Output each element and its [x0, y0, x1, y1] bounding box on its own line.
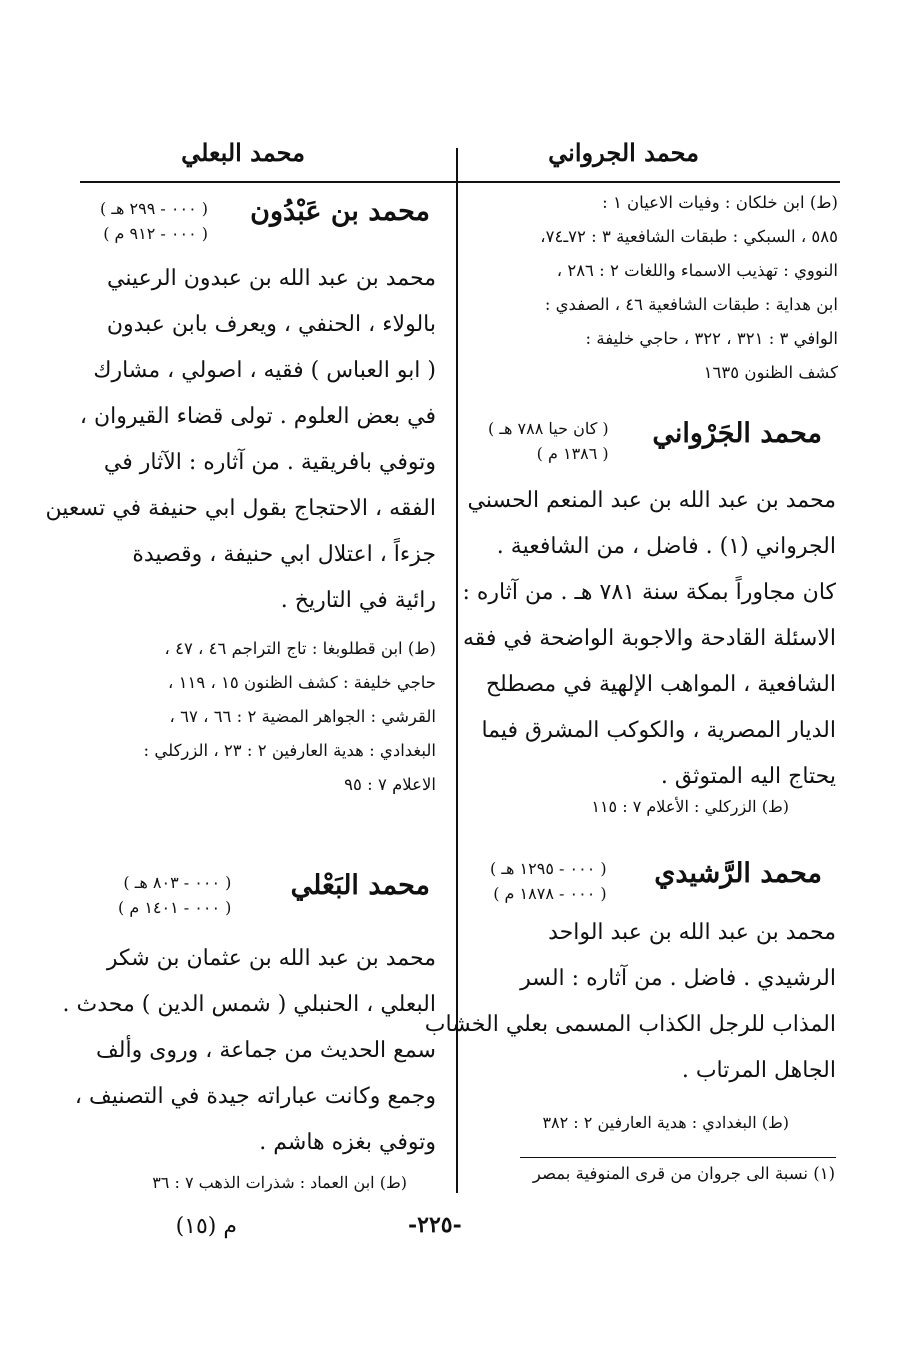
- date-gregorian: ( ٠٠٠ - ١٨٧٨ م ): [493, 884, 607, 903]
- ref-line: (ط) ابن قطلوبغا : تاج التراجم ٤٦ ، ٤٧ ،: [164, 639, 436, 658]
- entry-name: محمد الرَّشيدي: [654, 858, 822, 889]
- body-line: الجاهل المرتاب .: [681, 1058, 836, 1083]
- body-line: رائية في التاريخ .: [280, 588, 436, 613]
- date-gregorian: ( ٠٠٠ - ٩١٢ م ): [103, 224, 209, 243]
- entry-body-rashidi: [424, 910, 836, 1094]
- footnote-rule: [520, 1157, 836, 1158]
- ref-line: ابن هداية : طبقات الشافعية ٤٦ ، الصفدي :: [544, 295, 838, 314]
- body-line: الرشيدي . فاضل . من آثاره : السر: [520, 966, 836, 991]
- entry-heading-rashidi: [654, 858, 822, 889]
- body-line: الاسئلة القادحة والاجوبة الواضحة في فقه: [462, 626, 836, 651]
- entry-refs: (ط) ابن العماد : شذرات الذهب ٧ : ٣٦: [152, 1173, 407, 1192]
- right-intro-refs: [466, 186, 838, 390]
- date-hijri: ( ٠٠٠ - ٢٩٩ هـ ): [100, 199, 209, 218]
- date-hijri: ( كان حيا ٧٨٨ هـ ): [488, 419, 609, 438]
- entry-body-jarwani: [462, 478, 836, 800]
- header-rule: [80, 181, 840, 183]
- entry-refs-ibn-abdun: [82, 632, 436, 802]
- ref-line: القرشي : الجواهر المضية ٢ : ٦٦ ، ٦٧ ،: [169, 707, 436, 726]
- body-line: محمد بن عبد الله بن عبدون الرعيني: [107, 266, 436, 291]
- entry-dates: [100, 196, 208, 246]
- date-hijri: ( ٠٠٠ - ٨٠٣ هـ ): [123, 873, 232, 892]
- entry-refs: (ط) الزركلي : الأعلام ٧ : ١١٥: [591, 797, 789, 816]
- left-running-title: محمد البعلي: [181, 138, 305, 167]
- body-line: ( ابو العباس ) فقيه ، اصولي ، مشارك: [93, 358, 436, 383]
- body-line: وتوفي بافريقية . من آثاره : الآثار في: [103, 450, 436, 475]
- ref-line: (ط) ابن خلكان : وفيات الاعيان ١ :: [602, 193, 838, 212]
- body-line: كان مجاوراً بمكة سنة ٧٨١ هـ . من آثاره :: [462, 580, 836, 605]
- body-line: وجمع وكانت عباراته جيدة في التصنيف ،: [74, 1084, 436, 1109]
- footnote: (١) نسبة الى جروان من قرى المنوفية بمصر: [532, 1164, 835, 1183]
- entry-heading-ibn-abdun: [250, 196, 430, 227]
- body-line: محمد بن عبد الله بن عبد الواحد: [548, 920, 836, 945]
- body-line: المذاب للرجل الكذاب المسمى بعلي الخشاب: [424, 1012, 836, 1037]
- ref-line: الوافي ٣ : ٣٢١ ، ٣٢٢ ، حاجي خليفة :: [585, 329, 838, 348]
- body-line: في بعض العلوم . تولى قضاء القيروان ،: [79, 404, 436, 429]
- entry-body-ibn-abdun: [45, 256, 436, 624]
- body-line: الشافعية ، المواهب الإلهية في مصطلح: [485, 672, 836, 697]
- entry-heading-jarwani: [652, 418, 822, 449]
- ref-line: البغدادي : هدية العارفين ٢ : ٢٣ ، الزركلي :: [143, 741, 436, 760]
- body-line: وتوفي بغزه هاشم .: [259, 1130, 436, 1155]
- entry-name: محمد البَعْلي: [290, 870, 430, 901]
- date-gregorian: ( ١٣٨٦ م ): [536, 444, 609, 463]
- signature-mark: م (١٥): [175, 1214, 237, 1239]
- ref-line: كشف الظنون ١٦٣٥: [703, 363, 838, 382]
- page-number: -٢٢٥-: [408, 1212, 462, 1238]
- body-line: محمد بن عبد الله بن عثمان بن شكر: [106, 946, 436, 971]
- body-line: بالولاء ، الحنفي ، ويعرف بابن عبدون: [106, 312, 436, 337]
- entry-name: محمد بن عَبْدُون: [250, 196, 430, 227]
- entry-dates: [488, 416, 609, 466]
- ref-line: ٥٨٥ ، السبكي : طبقات الشافعية ٣ : ٧٢ـ٧٤،: [540, 227, 838, 246]
- body-line: الفقه ، الاحتجاج بقول ابي حنيفة في تسعين: [45, 496, 436, 521]
- body-line: الجرواني (١) . فاضل ، من الشافعية .: [496, 534, 836, 559]
- body-line: الديار المصرية ، والكوكب المشرق فيما: [481, 718, 836, 743]
- entry-name: محمد الجَرْواني: [652, 418, 822, 449]
- body-line: البعلي ، الحنبلي ( شمس الدين ) محدث .: [62, 992, 436, 1017]
- body-line: يحتاج اليه المتوثق .: [660, 764, 836, 789]
- ref-line: النووي : تهذيب الاسماء واللغات ٢ : ٢٨٦ ،: [556, 261, 838, 280]
- entry-heading-baali: [291, 870, 430, 901]
- date-hijri: ( ٠٠٠ - ١٢٩٥ هـ ): [490, 859, 607, 878]
- date-gregorian: ( ٠٠٠ - ١٤٠١ م ): [118, 898, 232, 917]
- body-line: محمد بن عبد الله بن عبد المنعم الحسني: [467, 488, 836, 513]
- entry-dates: [490, 856, 607, 906]
- entry-body-baali: [62, 936, 436, 1166]
- entry-dates: [118, 870, 231, 920]
- body-line: سمع الحديث من جماعة ، وروى وألف: [96, 1038, 436, 1063]
- ref-line: حاجي خليفة : كشف الظنون ١٥ ، ١١٩ ،: [168, 673, 436, 692]
- body-line: جزءاً ، اعتلال ابي حنيفة ، وقصيدة: [132, 542, 436, 567]
- ref-line: الاعلام ٧ : ٩٥: [344, 775, 436, 794]
- right-running-title: محمد الجرواني: [548, 138, 699, 167]
- entry-refs: (ط) البغدادي : هدية العارفين ٢ : ٣٨٢: [542, 1113, 789, 1132]
